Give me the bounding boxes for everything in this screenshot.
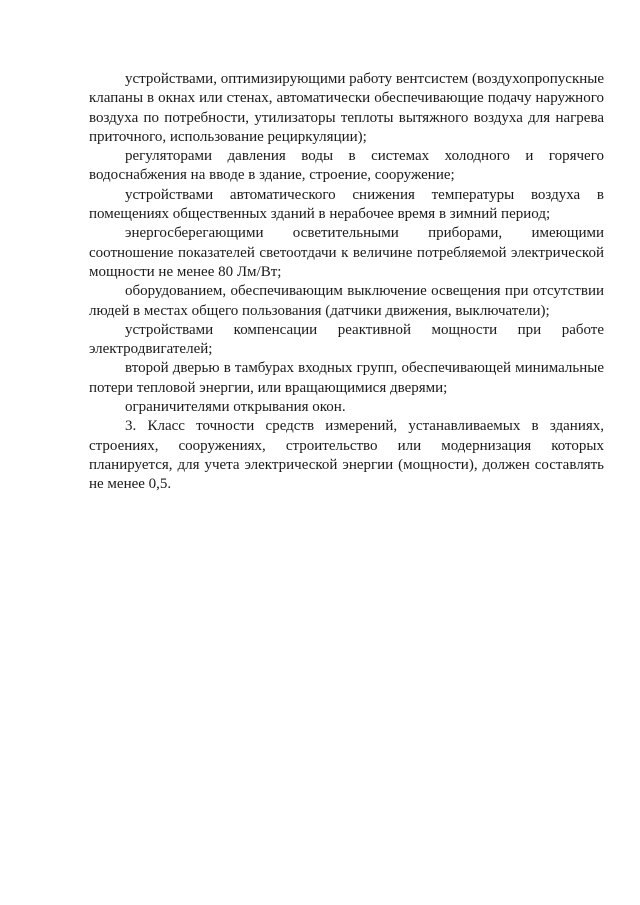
paragraph-reactive-power-compensation: устройствами компенсации реактивной мощности при работе электродвигателей; — [89, 321, 604, 358]
paragraph-temperature-reduction-devices: устройствами автоматического снижения температуры воздуха в помещениях общественных зданий в нерабочее время в зимний период; — [89, 186, 604, 223]
paragraph-ventilation-devices: устройствами, оптимизирующими работу вентсистем (воздухопропускные клапаны в окнах или стенах, автоматически обеспечивающие подачу наружного воздуха по потребности, утилизаторы теплоты вытяжного воздуха для нагрева приточного, использование рециркуляции); — [89, 71, 605, 145]
paragraph-measurement-accuracy-class: 3. Класс точности средств измерений, устанавливаемых в зданиях, строениях, сооружениях, строительство или модернизация которых планируется, для учета электрической энергии (мощности), должен составлять не менее 0,5. — [89, 418, 604, 493]
paragraph-window-opening-limiters: ограничителями открывания окон. — [125, 399, 346, 416]
paragraph-vestibule-second-door: второй дверью в тамбурах входных групп, обеспечивающей минимальные потери тепловой энергии, или вращающимися дверями; — [89, 360, 604, 396]
paragraph-water-pressure-regulators: регуляторами давления воды в системах холодного и горячего водоснабжения на вводе в здание, строение, сооружение; — [89, 148, 604, 184]
paragraph-lighting-switch-off-equipment: оборудованием, обеспечивающим выключение освещения при отсутствии людей в местах общего пользования (датчики движения, выключатели); — [89, 283, 604, 319]
paragraph-energy-saving-lighting: энергосберегающими осветительными приборами, имеющими соотношение показателей светоотдачи к величине потребляемой электрической мощности не менее 80 Лм/Вт; — [89, 225, 604, 280]
document-body — [89, 70, 604, 495]
